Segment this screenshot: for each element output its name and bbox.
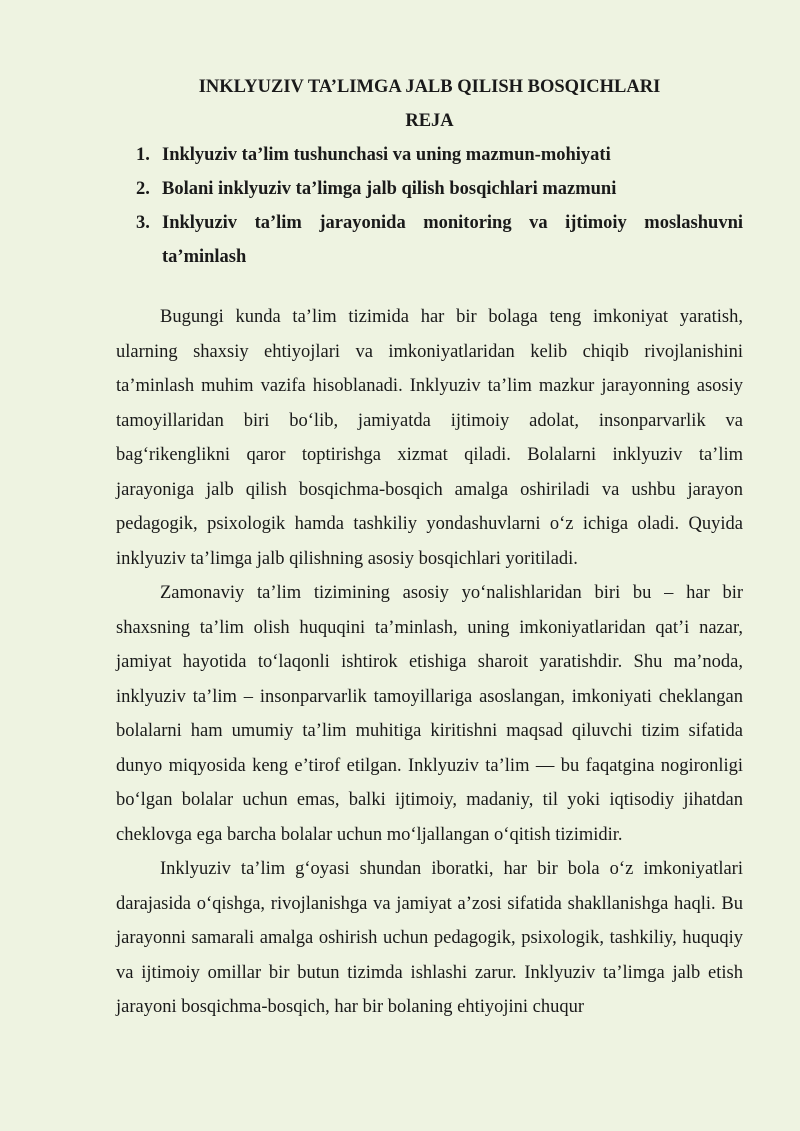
plan-item	[116, 172, 743, 206]
plan-item-text: Inklyuziv ta’lim jarayonida monitoring va ijtimoiy moslashuvni ta’minlash	[162, 213, 743, 267]
body-text	[116, 300, 743, 1025]
plan-item-text: Bolani inklyuziv ta’limga jalb qilish bosqichlari mazmuni	[162, 179, 617, 199]
plan-heading: REJA	[405, 111, 454, 131]
body-paragraph: Bugungi kunda ta’lim tizimida har bir bolaga teng imkoniyat yaratish, ularning shaxsiy ehtiyojlari va imkoniyatlaridan kelib chiqib rivojlanishini ta’minlash muhim vazifa hisoblanadi. Inklyuziv ta’lim mazkur jarayonning asosiy tamoyillaridan biri bo‘lib, jamiyatda ijtimoiy adolat, insonparvarlik va bag‘rikenglikni qaror toptirishga xizmat qiladi. Bolalarni inklyuziv ta’lim jarayoniga jalb qilish bosqichma-bosqich amalga oshiriladi va ushbu jarayon pedagogik, psixologik hamda tashkiliy yondashuvlarni o‘z ichiga oladi. Quyida inklyuziv ta’limga jalb qilishning asosiy bosqichlari yoritiladi.	[116, 307, 743, 569]
body-paragraph: Zamonaviy ta’lim tizimining asosiy yo‘nalishlaridan biri bu – har bir shaxsning ta’lim olish huquqini ta’minlash, uning imkoniyatlaridan qat’i nazar, jamiyat hayotida to‘laqonli ishtirok etishiga sharoit yaratishdir. Shu ma’noda, inklyuziv ta’lim – insonparvarlik tamoyillariga asoslangan, imkoniyati cheklangan bolalarni ham umumiy ta’lim muhitiga kiritishni maqsad qiluvchi tizim sifatida dunyo miqyosida keng e’tirof etilgan. Inklyuziv ta’lim — bu faqatgina nogironligi bo‘lgan bolalar uchun emas, balki ijtimoiy, madaniy, til yoki iqtisodiy jihatdan cheklovga ega barcha bolalar uchun mo‘ljallangan o‘qitish tizimidir.	[116, 583, 743, 845]
plan-item-text: Inklyuziv ta’lim tushunchasi va uning mazmun-mohiyati	[162, 145, 611, 165]
plan-list	[116, 138, 743, 274]
document-page	[116, 70, 743, 1025]
plan-item	[116, 206, 743, 274]
plan-item-number: 3.	[136, 213, 150, 233]
body-paragraph: Inklyuziv ta’lim g‘oyasi shundan iboratki, har bir bola o‘z imkoniyatlari darajasida o‘qishga, rivojlanishga va jamiyat a’zosi sifatida shakllanishga haqli. Bu jarayonni samarali amalga oshirish uchun pedagogik, psixologik, tashkiliy, huquqiy va ijtimoiy omillar bir butun tizimda ishlashi zarur. Inklyuziv ta’limga jalb etish jarayoni bosqichma-bosqich, har bir bolaning ehtiyojini chuqur	[116, 859, 743, 1017]
plan-item-number: 2.	[136, 179, 150, 199]
plan-item	[116, 138, 743, 172]
plan-item-number: 1.	[136, 145, 150, 165]
document-title: INKLYUZIV TA’LIMGA JALB QILISH BOSQICHLARI	[198, 77, 661, 97]
